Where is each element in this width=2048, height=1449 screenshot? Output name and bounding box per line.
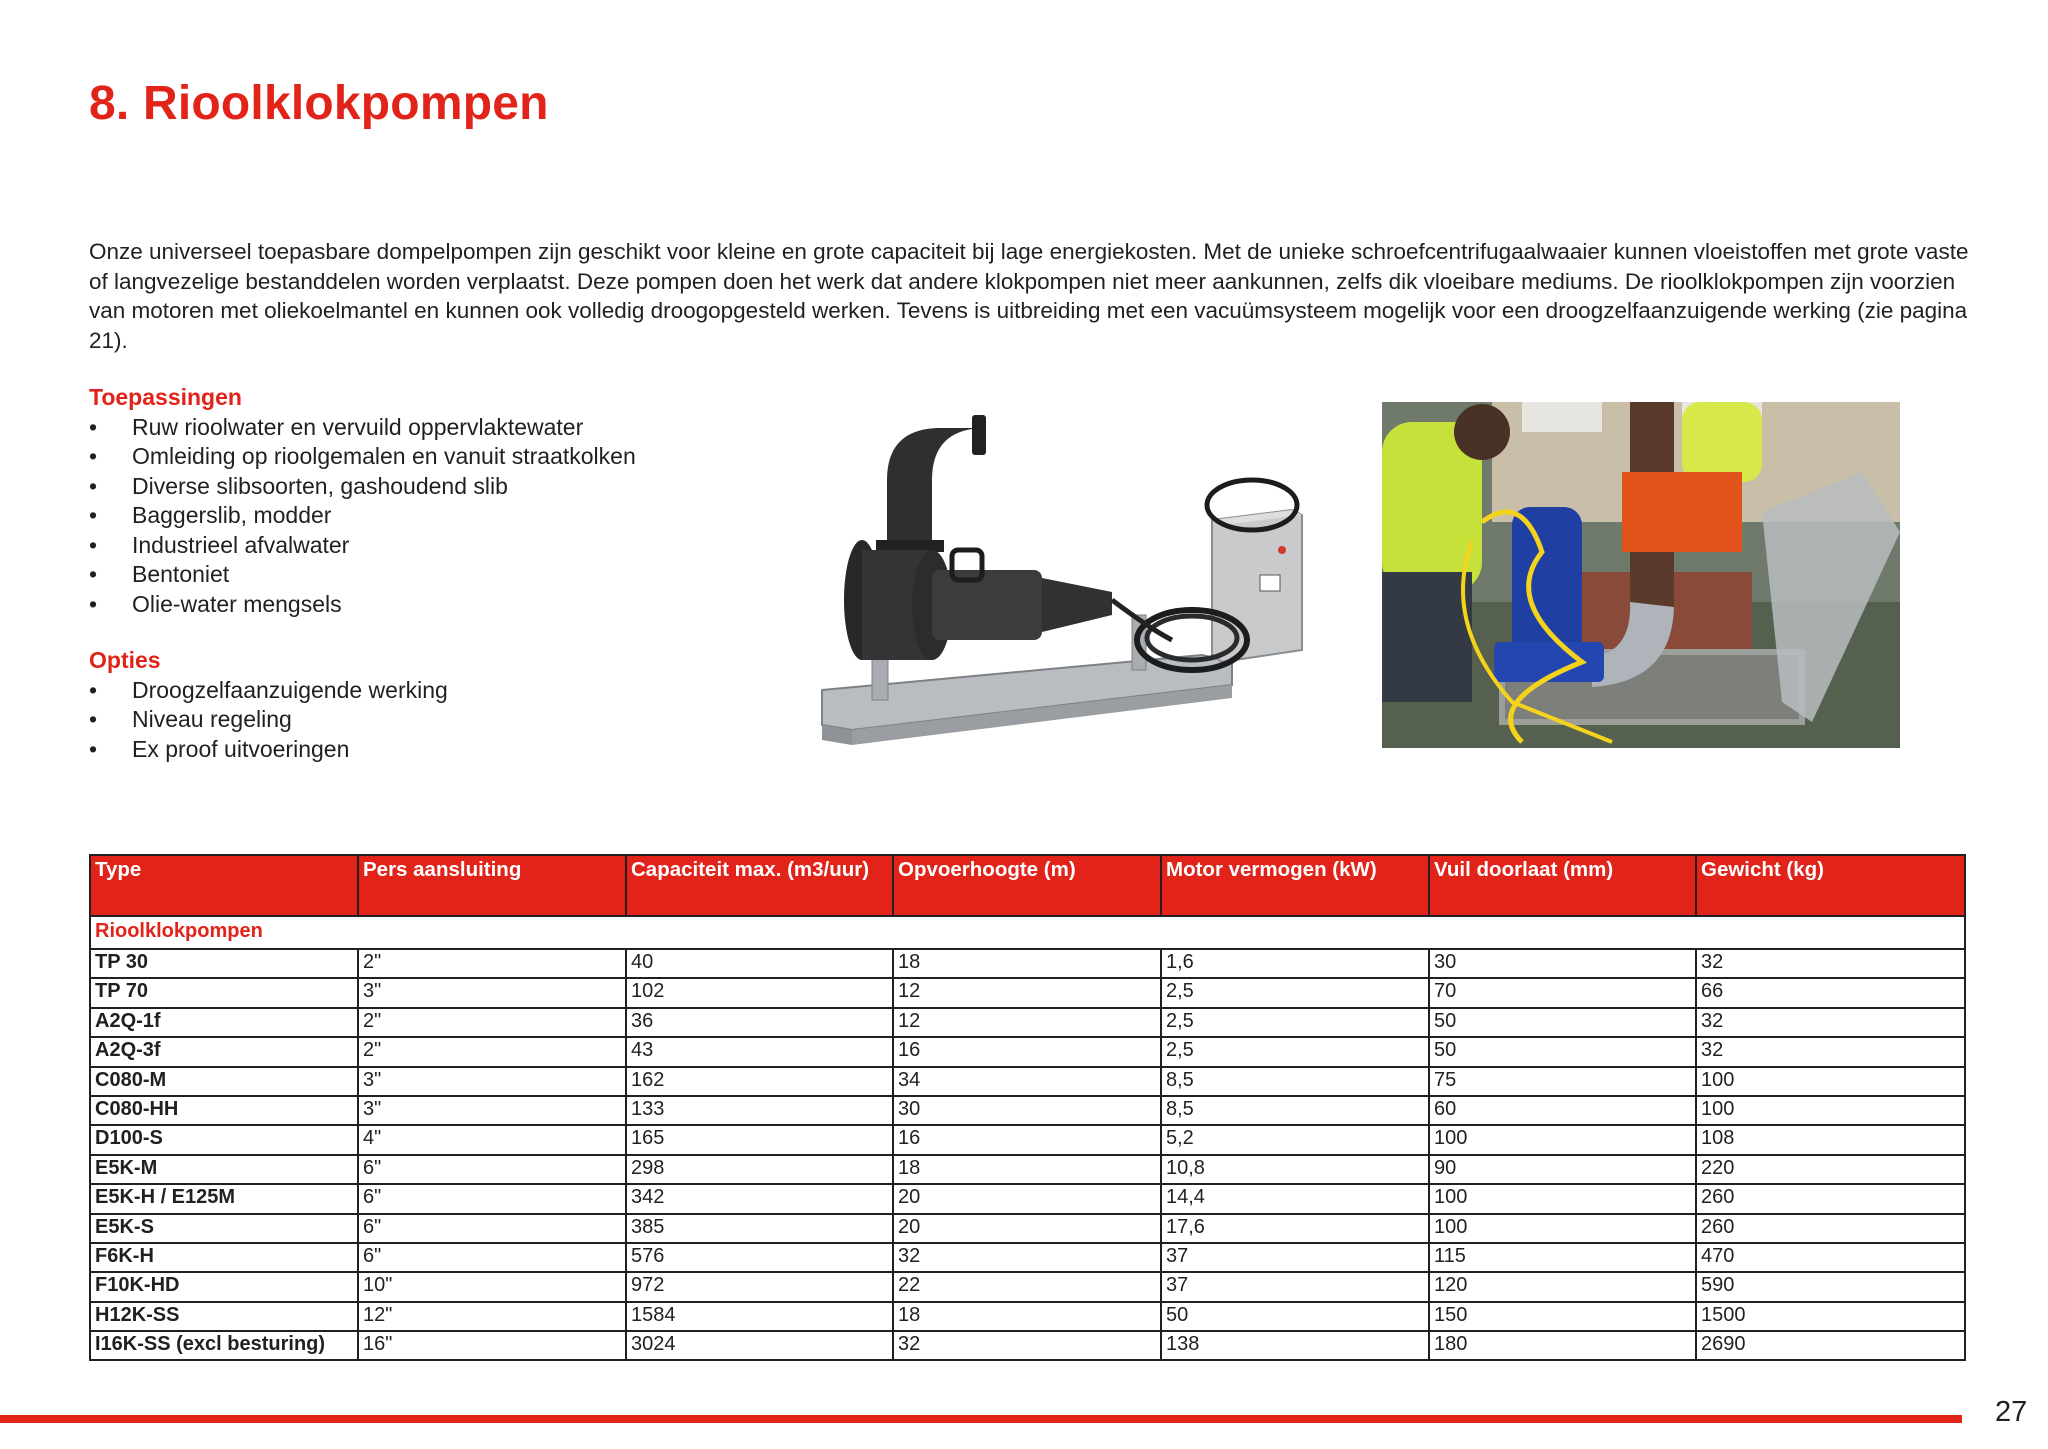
type-cell: F10K-HD bbox=[90, 1272, 358, 1301]
table-cell: 2" bbox=[358, 1037, 626, 1066]
table-cell: 66 bbox=[1696, 978, 1965, 1007]
table-row bbox=[90, 1243, 1965, 1272]
table-cell: 3" bbox=[358, 1067, 626, 1096]
table-row bbox=[90, 1037, 1965, 1066]
table-cell: 75 bbox=[1429, 1067, 1696, 1096]
table-cell: 102 bbox=[626, 978, 893, 1007]
table-cell: 972 bbox=[626, 1272, 893, 1301]
table-cell: 18 bbox=[893, 1302, 1161, 1331]
table-cell: 30 bbox=[893, 1096, 1161, 1125]
table-row bbox=[90, 1008, 1965, 1037]
table-cell: 16 bbox=[893, 1037, 1161, 1066]
bullet: • bbox=[89, 561, 98, 587]
list-item-text: Industrieel afvalwater bbox=[132, 531, 350, 558]
list-item bbox=[89, 442, 636, 472]
list-item-text: Ruw rioolwater en vervuild oppervlaktewater bbox=[132, 413, 584, 440]
table-cell: 342 bbox=[626, 1184, 893, 1213]
table-row bbox=[90, 978, 1965, 1007]
table-cell: 8,5 bbox=[1161, 1096, 1429, 1125]
table-cell: 3" bbox=[358, 978, 626, 1007]
table-row bbox=[90, 1184, 1965, 1213]
table-cell: 36 bbox=[626, 1008, 893, 1037]
table-cell: 6" bbox=[358, 1184, 626, 1213]
table-cell: 32 bbox=[1696, 949, 1965, 978]
table-cell: 100 bbox=[1429, 1125, 1696, 1154]
table-cell: 32 bbox=[893, 1243, 1161, 1272]
opties-section bbox=[89, 646, 448, 764]
list-item bbox=[89, 472, 636, 502]
list-item-text: Diverse slibsoorten, gashoudend slib bbox=[132, 472, 508, 499]
table-cell: 108 bbox=[1696, 1125, 1965, 1154]
table-cell: 115 bbox=[1429, 1243, 1696, 1272]
table-cell: 10" bbox=[358, 1272, 626, 1301]
bullet: • bbox=[89, 443, 98, 469]
list-item bbox=[89, 560, 636, 590]
table-cell: 3024 bbox=[626, 1331, 893, 1360]
table-cell: 30 bbox=[1429, 949, 1696, 978]
table-cell: 1500 bbox=[1696, 1302, 1965, 1331]
table-cell: 50 bbox=[1161, 1302, 1429, 1331]
table-cell: 34 bbox=[893, 1067, 1161, 1096]
bullet: • bbox=[89, 472, 98, 499]
table-row bbox=[90, 1096, 1965, 1125]
page-number: 27 bbox=[1995, 1396, 2028, 1428]
table-cell: 90 bbox=[1429, 1155, 1696, 1184]
table-cell: 32 bbox=[1696, 1008, 1965, 1037]
intro-paragraph: Onze universeel toepasbare dompelpompen zijn geschikt voor kleine en grote capaciteit bij lage energiekosten. Met de unieke schroefcentrifugaalwaaier kunnen vloeistoffen met grote vaste of langvezelige bestanddelen worden verplaatst. Deze pompen doen het werk dat andere klokpompen niet meer aankunnen, zelfs dik vloeibare mediums. De rioolklokpompen zijn voorzien van motoren met oliekoelmantel en kunnen ook volledig droogopgesteld werken. Tevens is uitbreiding met een vacuümsysteem mogelijk voor een droogzelfaanzuigende werking (zie pagina 21). bbox=[89, 239, 1969, 353]
table-cell: 12 bbox=[893, 978, 1161, 1007]
table-cell: 6" bbox=[358, 1155, 626, 1184]
list-item bbox=[89, 705, 448, 735]
table-cell: 2,5 bbox=[1161, 978, 1429, 1007]
table-row bbox=[90, 1272, 1965, 1301]
table-cell: 162 bbox=[626, 1067, 893, 1096]
table-cell: 5,2 bbox=[1161, 1125, 1429, 1154]
list-item bbox=[89, 676, 448, 706]
table-cell: 100 bbox=[1696, 1096, 1965, 1125]
table-cell: 32 bbox=[893, 1331, 1161, 1360]
list-item-text: Olie-water mengsels bbox=[132, 590, 342, 617]
table-row bbox=[90, 1067, 1965, 1096]
table-group-row bbox=[90, 916, 1965, 949]
bullet: • bbox=[89, 676, 98, 703]
opties-list bbox=[89, 676, 448, 765]
type-cell: F6K-H bbox=[90, 1243, 358, 1272]
toepassingen-list bbox=[89, 413, 636, 620]
table-row bbox=[90, 949, 1965, 978]
table-cell: 14,4 bbox=[1161, 1184, 1429, 1213]
specs-table bbox=[89, 854, 1966, 1361]
pump-skid-photo bbox=[812, 400, 1352, 760]
list-item bbox=[89, 735, 448, 765]
type-cell: I16K-SS (excl besturing) bbox=[90, 1331, 358, 1360]
column-header: Pers aansluiting bbox=[358, 855, 626, 916]
bullet: • bbox=[89, 502, 98, 528]
list-item bbox=[89, 590, 636, 620]
toepassingen-section bbox=[89, 383, 636, 619]
type-cell: H12K-SS bbox=[90, 1302, 358, 1331]
table-header-row bbox=[90, 855, 1965, 916]
table-cell: 18 bbox=[893, 1155, 1161, 1184]
table-cell: 43 bbox=[626, 1037, 893, 1066]
table-cell: 1,6 bbox=[1161, 949, 1429, 978]
list-item-text: Ex proof uitvoeringen bbox=[132, 735, 350, 762]
table-cell: 2" bbox=[358, 1008, 626, 1037]
bullet: • bbox=[89, 531, 98, 558]
table-cell: 50 bbox=[1429, 1008, 1696, 1037]
list-item-text: Droogzelfaanzuigende werking bbox=[132, 676, 448, 703]
list-item bbox=[89, 501, 636, 531]
table-cell: 138 bbox=[1161, 1331, 1429, 1360]
table-cell: 17,6 bbox=[1161, 1214, 1429, 1243]
type-cell: TP 30 bbox=[90, 949, 358, 978]
list-item bbox=[89, 531, 636, 561]
table-cell: 165 bbox=[626, 1125, 893, 1154]
bullet: • bbox=[89, 413, 98, 440]
type-cell: C080-M bbox=[90, 1067, 358, 1096]
group-label: Rioolklokpompen bbox=[90, 916, 1965, 949]
table-cell: 470 bbox=[1696, 1243, 1965, 1272]
table-cell: 12 bbox=[893, 1008, 1161, 1037]
table-row bbox=[90, 1331, 1965, 1360]
table-cell: 6" bbox=[358, 1243, 626, 1272]
table-cell: 100 bbox=[1696, 1067, 1965, 1096]
pump-installation-photo bbox=[1382, 402, 1900, 748]
table-cell: 37 bbox=[1161, 1272, 1429, 1301]
table-cell: 20 bbox=[893, 1184, 1161, 1213]
table-cell: 100 bbox=[1429, 1214, 1696, 1243]
table-cell: 220 bbox=[1696, 1155, 1965, 1184]
table-cell: 133 bbox=[626, 1096, 893, 1125]
table-row bbox=[90, 1125, 1965, 1154]
opties-heading: Opties bbox=[89, 647, 161, 673]
table-cell: 16 bbox=[893, 1125, 1161, 1154]
table-cell: 18 bbox=[893, 949, 1161, 978]
table-cell: 2,5 bbox=[1161, 1008, 1429, 1037]
table-cell: 22 bbox=[893, 1272, 1161, 1301]
table-cell: 40 bbox=[626, 949, 893, 978]
table-cell: 10,8 bbox=[1161, 1155, 1429, 1184]
table-row bbox=[90, 1155, 1965, 1184]
page-title: 8. Rioolklokpompen bbox=[89, 77, 549, 130]
column-header: Vuil doorlaat (mm) bbox=[1429, 855, 1696, 916]
table-cell: 20 bbox=[893, 1214, 1161, 1243]
table-cell: 4" bbox=[358, 1125, 626, 1154]
table-cell: 16" bbox=[358, 1331, 626, 1360]
table-row bbox=[90, 1302, 1965, 1331]
list-item-text: Baggerslib, modder bbox=[132, 502, 332, 528]
table-cell: 32 bbox=[1696, 1037, 1965, 1066]
table-row bbox=[90, 1214, 1965, 1243]
table-cell: 150 bbox=[1429, 1302, 1696, 1331]
type-cell: C080-HH bbox=[90, 1096, 358, 1125]
type-cell: A2Q-3f bbox=[90, 1037, 358, 1066]
bullet: • bbox=[89, 735, 98, 762]
column-header: Type bbox=[90, 855, 358, 916]
table-body bbox=[90, 916, 1965, 1360]
table-cell: 70 bbox=[1429, 978, 1696, 1007]
table-cell: 2,5 bbox=[1161, 1037, 1429, 1066]
table-cell: 576 bbox=[626, 1243, 893, 1272]
table-cell: 6" bbox=[358, 1214, 626, 1243]
toepassingen-heading: Toepassingen bbox=[89, 384, 242, 410]
type-cell: D100-S bbox=[90, 1125, 358, 1154]
list-item bbox=[89, 413, 636, 443]
table-cell: 100 bbox=[1429, 1184, 1696, 1213]
table-cell: 37 bbox=[1161, 1243, 1429, 1272]
type-cell: E5K-M bbox=[90, 1155, 358, 1184]
footer-line bbox=[0, 1415, 1962, 1423]
table-cell: 50 bbox=[1429, 1037, 1696, 1066]
table-cell: 180 bbox=[1429, 1331, 1696, 1360]
table-cell: 2" bbox=[358, 949, 626, 978]
table-cell: 8,5 bbox=[1161, 1067, 1429, 1096]
type-cell: E5K-H / E125M bbox=[90, 1184, 358, 1213]
list-item-text: Omleiding op rioolgemalen en vanuit straatkolken bbox=[132, 443, 636, 469]
type-cell: TP 70 bbox=[90, 978, 358, 1007]
column-header: Gewicht (kg) bbox=[1696, 855, 1965, 916]
table-cell: 12" bbox=[358, 1302, 626, 1331]
column-header: Capaciteit max. (m3/uur) bbox=[626, 855, 893, 916]
table-cell: 120 bbox=[1429, 1272, 1696, 1301]
table-cell: 60 bbox=[1429, 1096, 1696, 1125]
column-header: Opvoerhoogte (m) bbox=[893, 855, 1161, 916]
table-cell: 298 bbox=[626, 1155, 893, 1184]
table-cell: 2690 bbox=[1696, 1331, 1965, 1360]
type-cell: A2Q-1f bbox=[90, 1008, 358, 1037]
table-cell: 260 bbox=[1696, 1214, 1965, 1243]
list-item-text: Niveau regeling bbox=[132, 706, 292, 732]
table-cell: 385 bbox=[626, 1214, 893, 1243]
bullet: • bbox=[89, 706, 98, 732]
list-item-text: Bentoniet bbox=[132, 561, 230, 587]
column-header: Motor vermogen (kW) bbox=[1161, 855, 1429, 916]
table-cell: 590 bbox=[1696, 1272, 1965, 1301]
table-cell: 1584 bbox=[626, 1302, 893, 1331]
table-cell: 3" bbox=[358, 1096, 626, 1125]
bullet: • bbox=[89, 590, 98, 617]
table-cell: 260 bbox=[1696, 1184, 1965, 1213]
type-cell: E5K-S bbox=[90, 1214, 358, 1243]
